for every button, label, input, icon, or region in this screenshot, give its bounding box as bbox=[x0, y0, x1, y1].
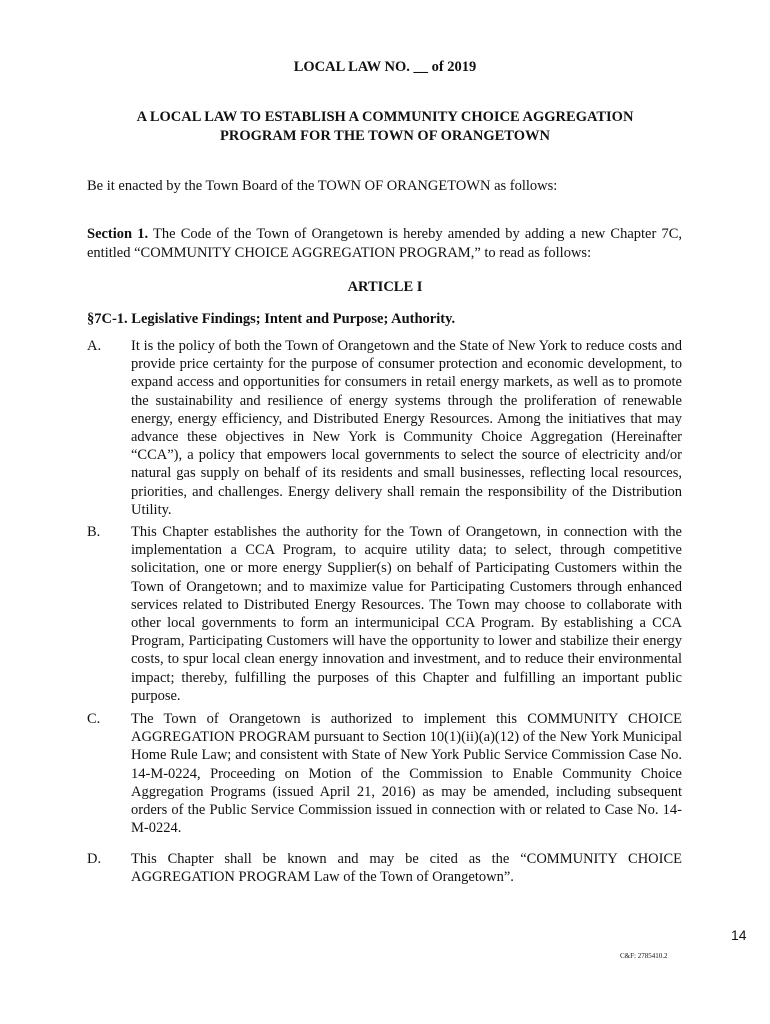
paragraph-label: A. bbox=[87, 338, 102, 354]
paragraph-text: It is the policy of both the Town of Orangetown and the State of New York to reduce costs and provide price certainty for the purpose of consumer protection and economic development, to expand access and opportunities for consumers in retail energy markets, as well as to promote the sustainability and resilience of energy systems through the proliferation of renewable energy, energy efficiency, and Distributed Energy Resources. Among the initiatives that may advance these objectives in New York is Community Choice Aggregation (Hereinafter “CCA”), a policy that empowers local governments to select the source of electricity and/or natural gas supply on behalf of its residents and small businesses, reflecting local resources, priorities, and challenges. Energy delivery shall remain the responsibility of the Distribution Utility. bbox=[131, 338, 682, 518]
section-1 bbox=[87, 225, 682, 263]
paragraph-label: D. bbox=[87, 851, 102, 867]
section-1-text: The Code of the Town of Orangetown is hereby amended by adding a new Chapter 7C, entitled “COMMUNITY CHOICE AGGREGATION PROGRAM,” to read as follows: bbox=[87, 226, 682, 261]
section-heading: §7C-1. Legislative Findings; Intent and Purpose; Authority. bbox=[87, 311, 456, 327]
page-number: 14 bbox=[731, 927, 747, 943]
enactment-clause: Be it enacted by the Town Board of the TOWN OF ORANGETOWN as follows: bbox=[87, 178, 558, 194]
article-heading: ARTICLE I bbox=[347, 279, 423, 295]
paragraph-label: C. bbox=[87, 711, 101, 727]
law-title-line-2: PROGRAM FOR THE TOWN OF ORANGETOWN bbox=[220, 128, 550, 144]
law-number-title: LOCAL LAW NO. __ of 2019 bbox=[293, 59, 477, 75]
paragraph-d bbox=[87, 850, 682, 886]
law-title bbox=[0, 108, 770, 146]
paragraph-text: This Chapter establishes the authority for the Town of Orangetown, in connection with the implementation a CCA Program, to acquire utility data; to select, through competitive solicitation, one or more energy Supplier(s) on behalf of Participating Customers within the Town of Orangetown; and to maximize value for Participating Customers through enhanced services related to Distributed Energy Resources. The Town may choose to collaborate with other local governments to form an intermunicipal CCA Program. By establishing a CCA Program, Participating Customers will have the opportunity to lower and stabilize their energy costs, to spur local clean energy innovation and investment, and to reduce their environmental impact; thereby, fulfilling the purposes of this Chapter and fulfilling an important public purpose. bbox=[131, 524, 682, 704]
section-1-label: Section 1. bbox=[87, 226, 149, 242]
document-id: C&F: 2785410.2 bbox=[620, 952, 668, 960]
paragraph-b bbox=[87, 523, 682, 705]
paragraph-text: This Chapter shall be known and may be cited as the “COMMUNITY CHOICE AGGREGATION PROGRAM Law of the Town of Orangetown”. bbox=[131, 851, 682, 886]
paragraph-label: B. bbox=[87, 524, 101, 540]
law-title-line-1: A LOCAL LAW TO ESTABLISH A COMMUNITY CHOICE AGGREGATION bbox=[136, 109, 634, 125]
paragraph-text: The Town of Orangetown is authorized to implement this COMMUNITY CHOICE AGGREGATION PROGRAM pursuant to Section 10(1)(ii)(a)(12) of the New York Municipal Home Rule Law; and consistent with State of New York Public Service Commission Case No. 14-M-0224, Proceeding on Motion of the Commission to Enable Community Choice Aggregation Programs (issued April 21, 2016) as may be amended, including subsequent orders of the Public Service Commission issued in connection with or related to Case No. 14-M-0224. bbox=[131, 711, 682, 837]
paragraph-c bbox=[87, 710, 682, 837]
paragraph-a bbox=[87, 337, 682, 519]
